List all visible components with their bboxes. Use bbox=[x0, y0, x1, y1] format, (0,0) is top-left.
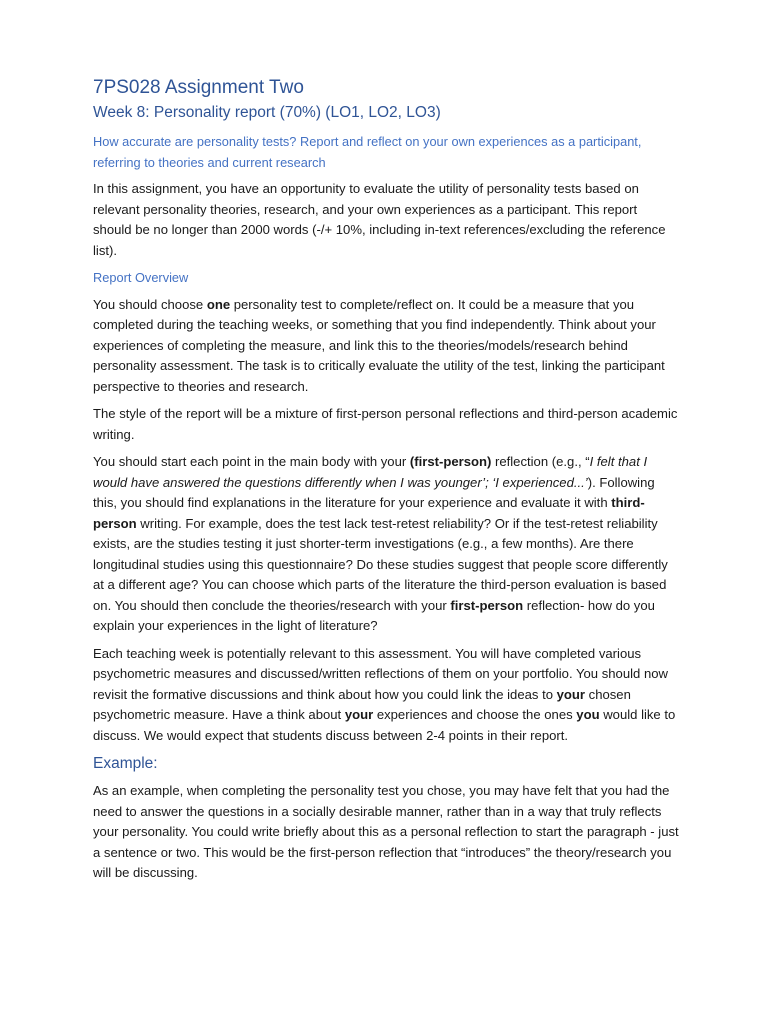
document-title: 7PS028 Assignment Two bbox=[93, 77, 304, 98]
assignment-question: How accurate are personality tests? Report and reflect on your own experiences as a participant, referring to theories and current research bbox=[93, 134, 642, 170]
intro-paragraph: In this assignment, you have an opportunity to evaluate the utility of personality tests based on relevant personality theories, research, and your own experiences as a participant. This report should be no longer than 2000 words (-/+ 10%, including in-text references/excluding the reference list). bbox=[93, 181, 666, 258]
paragraph-structure: You should start each point in the main body with your (first-person) reflection (e.g., “I felt that I would have answered the questions differently when I was younger’; ‘I experienced...’). Following this, you should find explanations in the literature for your experience and evaluate it with third-person writing. For example, does the test lack test-retest reliability? Or if the test-retest reliability exists, are the studies testing it just shorter-term investigations (e.g., a few months). Are there longitudinal studies using this questionnaire? Do these studies suggest that people score differently at a different age? You can choose which parts of the literature the third-person evaluation is based on. You should then conclude the theories/research with your first-person reflection- how do you explain your experiences in the light of literature? bbox=[93, 454, 668, 633]
paragraph-style: The style of the report will be a mixture of first-person personal reflections and third-person academic writing. bbox=[93, 406, 678, 442]
paragraph-teaching-weeks: Each teaching week is potentially relevant to this assessment. You will have completed various psychometric measures and discussed/written reflections of them on your portfolio. You should now revisit the formative discussions and think about how you could link the ideas to your chosen psychometric measure. Have a think about your experiences and choose the ones you would like to discuss. We would expect that students discuss between 2-4 points in their report. bbox=[93, 645, 676, 743]
overview-heading: Report Overview bbox=[93, 270, 189, 285]
example-heading: Example: bbox=[93, 755, 158, 772]
paragraph-choose-test: You should choose one personality test to complete/reflect on. It could be a measure that you completed during the teaching weeks, or something that you find independently. Think about your experiences of completing the measure, and link this to the theories/models/research behind personality assessment. The task is to critically evaluate the utility of the test, linking the participant perspective to theories and research. bbox=[93, 296, 665, 394]
document-page bbox=[93, 74, 679, 891]
paragraph-example: As an example, when completing the personality test you chose, you may have felt that you had the need to answer the questions in a socially desirable manner, rather than in a way that truly reflects your personality. You could write briefly about this as a personal reflection to start the paragraph - just a sentence or two. This would be the first-person reflection that “introduces” the theory/research you will be discussing. bbox=[93, 783, 679, 880]
document-subtitle: Week 8: Personality report (70%) (LO1, LO2, LO3) bbox=[93, 104, 441, 121]
